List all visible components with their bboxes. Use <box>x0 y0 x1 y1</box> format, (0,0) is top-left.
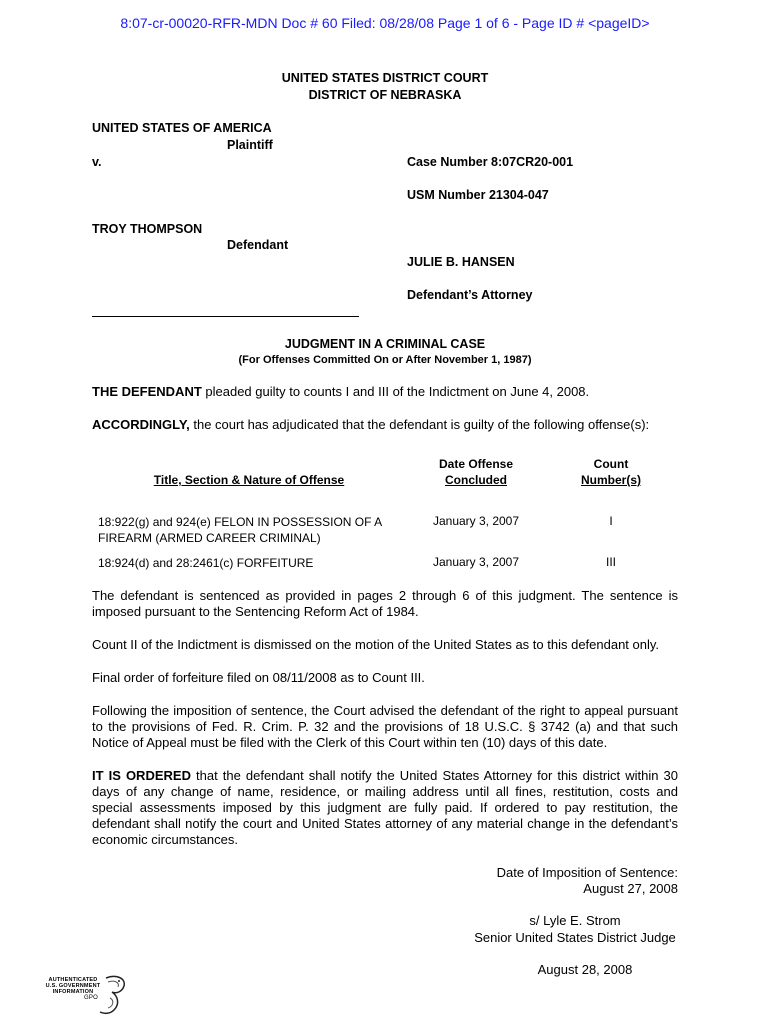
versus: v. <box>92 155 102 169</box>
table-cell-date: January 3, 2007 <box>432 555 520 569</box>
court-name: UNITED STATES DISTRICT COURT <box>281 71 489 85</box>
accordingly-text: the court has adjudicated that the defendant is guilty of the following offense(s): <box>189 417 650 432</box>
judgment-title: JUDGMENT IN A CRIMINAL CASE <box>284 337 486 351</box>
defendant-name: TROY THOMPSON <box>92 222 203 236</box>
defendant-text: pleaded guilty to counts I and III of the Indictment on June 4, 2008. <box>201 384 590 399</box>
table-header-title: Title, Section & Nature of Offense <box>153 473 345 487</box>
seal-line-2: U.S. GOVERNMENT <box>45 983 101 989</box>
seal-line-4: GPO <box>84 995 98 1001</box>
count-dismissed-paragraph: Count II of the Indictment is dismissed on the motion of the United States as to this defendant only. <box>92 637 660 652</box>
eagle-icon <box>40 972 130 1017</box>
table-cell-count: III <box>605 555 616 569</box>
gpo-authentication-seal <box>40 972 130 1017</box>
attorney-role: Defendant’s Attorney <box>407 288 533 302</box>
table-cell-count: I <box>609 514 613 528</box>
seal-line-3: INFORMATION <box>52 989 94 995</box>
filing-header-stamp: 8:07-cr-00020-RFR-MDN Doc # 60 Filed: 08/28/08 Page 1 of 6 - Page ID # <pageID> <box>120 15 650 31</box>
accordingly-lead: ACCORDINGLY, <box>92 417 190 432</box>
forfeiture-paragraph: Final order of forfeiture filed on 08/11/2008 as to Count III. <box>92 670 425 685</box>
table-cell-date: January 3, 2007 <box>432 514 520 528</box>
caption-divider <box>92 316 359 317</box>
judgment-subtitle: (For Offenses Committed On or After November 1, 1987) <box>238 354 532 366</box>
table-header-date-1: Date Offense <box>438 457 514 471</box>
court-district: DISTRICT OF NEBRASKA <box>308 88 462 102</box>
defendant-lead: THE DEFENDANT <box>92 384 202 399</box>
judge-title: Senior United States District Judge <box>474 930 676 945</box>
attorney-name: JULIE B. HANSEN <box>407 255 515 269</box>
table-row: 18:924(d) and 28:2461(c) FORFEITURE <box>98 556 314 570</box>
appeal-paragraph: Following the imposition of sentence, the Court advised the defendant of the right to appeal pursuant to the provisions of Fed. R. Crim. P. 32 and the provisions of 18 U.S.C. § 3742 (a) and that such Notice of Appeal must be filed with the Clerk of this Court within ten (10) days of this date. <box>92 703 678 750</box>
table-row: 18:922(g) and 924(e) FELON IN POSSESSION OF A FIREARM (ARMED CAREER CRIMINAL) <box>98 515 382 545</box>
judge-name: s/ Lyle E. Strom <box>529 913 621 928</box>
ordered-paragraph <box>92 768 678 848</box>
seal-line-1: AUTHENTICATED <box>48 977 98 983</box>
table-header-date-2: Concluded <box>445 473 507 487</box>
imposition-label: Date of Imposition of Sentence: <box>496 865 678 880</box>
plaintiff-name: UNITED STATES OF AMERICA <box>92 121 272 135</box>
accordingly-paragraph <box>92 417 692 433</box>
imposition-date: August 27, 2008 <box>583 881 678 896</box>
defendant-plea-paragraph <box>92 384 682 400</box>
case-number: Case Number 8:07CR20-001 <box>407 155 574 169</box>
table-header-count-2: Number(s) <box>580 473 641 487</box>
ordered-lead: IT IS ORDERED <box>92 768 191 783</box>
usm-number: USM Number 21304-047 <box>407 188 549 202</box>
sentence-paragraph: The defendant is sentenced as provided in pages 2 through 6 of this judgment. The sentence is imposed pursuant to the Sentencing Reform Act of 1984. <box>92 588 678 619</box>
table-header-count-1: Count <box>593 457 629 471</box>
plaintiff-role: Plaintiff <box>227 138 273 152</box>
signed-date: August 28, 2008 <box>537 962 633 977</box>
defendant-role: Defendant <box>227 238 289 252</box>
ordered-text: that the defendant shall notify the United States Attorney for this district within 30 days of any change of name, residence, or mailing address until all fines, restitution, costs and special assessments imposed by this judgment are fully paid. If ordered to pay restitution, the defendant shall notify the court and United States attorney of any material change in the defendant’s economic circumstances. <box>92 768 678 847</box>
